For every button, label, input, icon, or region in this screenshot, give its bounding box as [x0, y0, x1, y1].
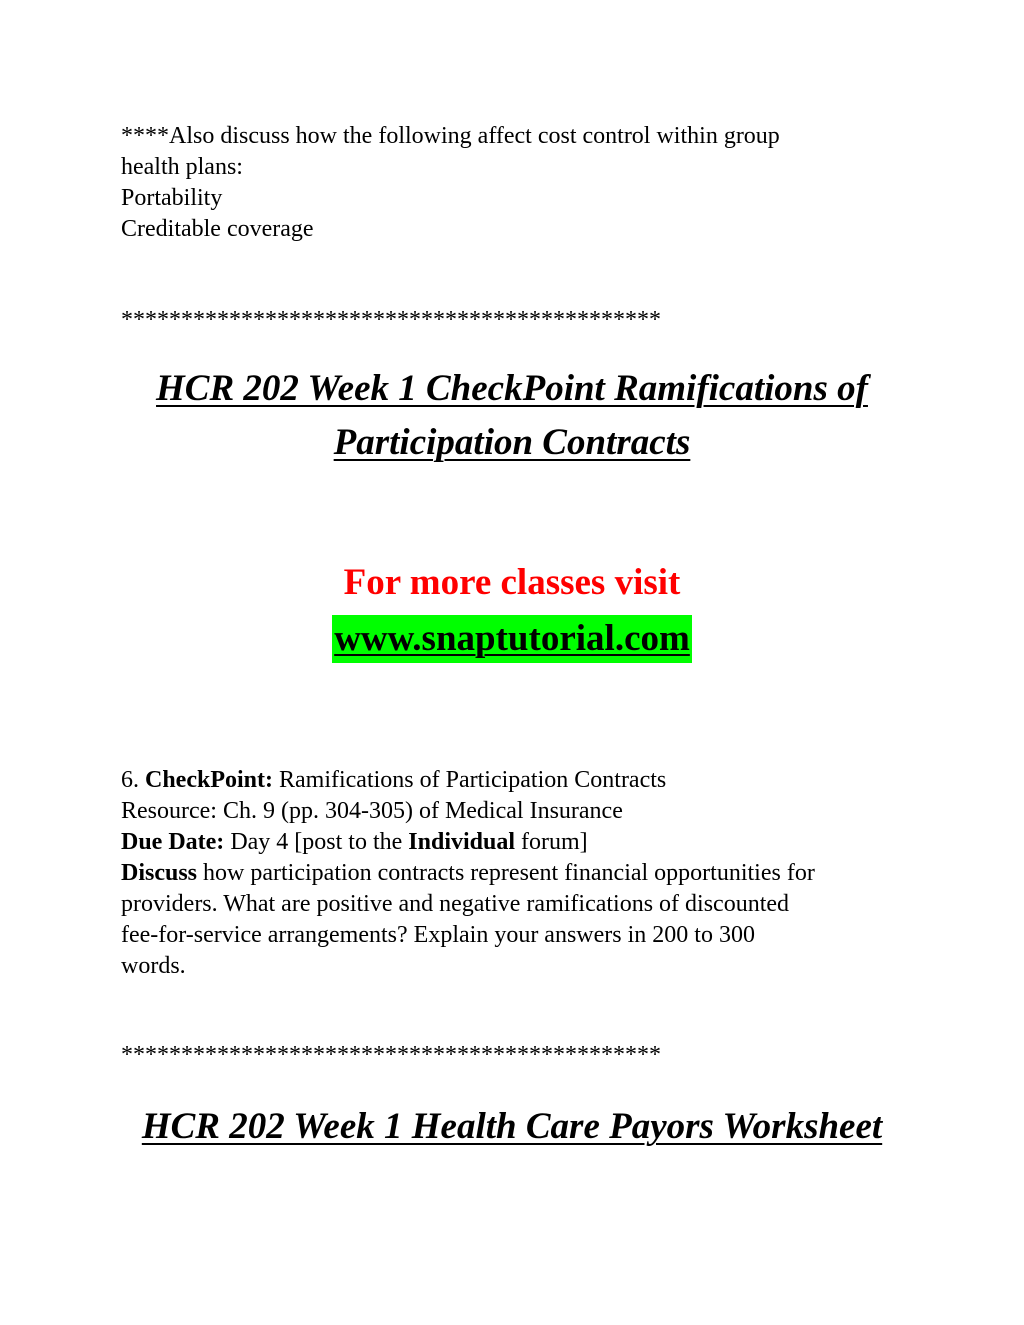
assignment-text	[121, 765, 921, 982]
separator-2: *********************************************	[121, 1042, 661, 1068]
discuss-line-3: fee-for-service arrangements? Explain your answers in 200 to 300	[121, 922, 755, 948]
heading-checkpoint-line-2: Participation Contracts	[333, 422, 691, 463]
intro-line-2: health plans:	[121, 154, 243, 180]
discuss-label: Discuss	[121, 860, 198, 886]
checkpoint-label: CheckPoint:	[145, 767, 273, 793]
assignment-resource: Resource: Ch. 9 (pp. 304-305) of Medical Insurance	[121, 798, 623, 824]
assignment-due-date-line	[121, 827, 921, 858]
intro-item-portability: Portability	[121, 185, 223, 211]
due-date-suffix: forum]	[521, 829, 588, 855]
heading-payors-worksheet	[0, 1100, 1024, 1154]
separator-1: *********************************************	[121, 307, 661, 333]
due-date-forum: Individual	[408, 829, 516, 855]
due-date-label: Due Date:	[121, 829, 225, 855]
snaptutorial-link[interactable]: www.snaptutorial.com	[334, 618, 690, 659]
discuss-line-2: providers. What are positive and negative ramifications of discounted	[121, 891, 790, 917]
intro-item-creditable-coverage: Creditable coverage	[121, 216, 314, 242]
heading-checkpoint-line-1: HCR 202 Week 1 CheckPoint Ramifications of	[156, 368, 868, 409]
assignment-number: 6.	[121, 767, 139, 793]
intro-text	[121, 121, 921, 245]
promo-block	[0, 559, 1024, 663]
checkpoint-title: Ramifications of Participation Contracts	[279, 767, 667, 793]
promo-title: For more classes visit	[343, 562, 681, 603]
discuss-text-1: how participation contracts represent financial opportunities for	[203, 860, 815, 886]
promo-link-highlight	[332, 615, 692, 663]
discuss-line-1	[121, 858, 921, 889]
assignment-checkpoint-line	[121, 765, 921, 796]
intro-line-1: ****Also discuss how the following affect cost control within group	[121, 123, 780, 149]
heading-checkpoint	[0, 362, 1024, 470]
due-date-text: Day 4 [post to the	[230, 829, 403, 855]
heading-payors-worksheet-text: HCR 202 Week 1 Health Care Payors Worksheet	[141, 1106, 883, 1147]
discuss-line-4: words.	[121, 953, 186, 979]
